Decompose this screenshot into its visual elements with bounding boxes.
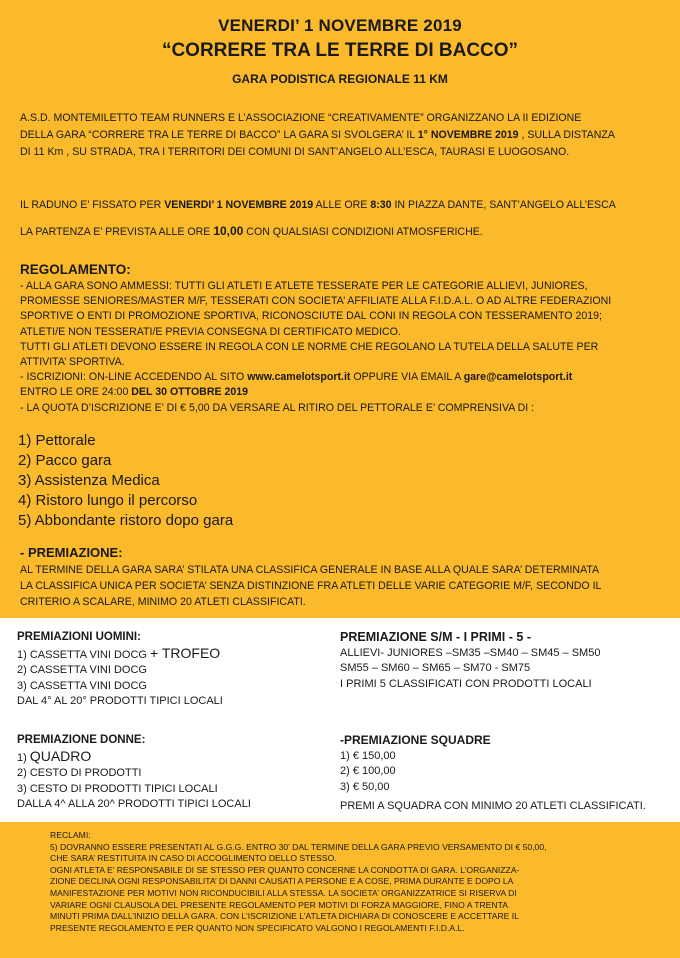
raduno-paragraph <box>20 192 668 245</box>
raduno-line <box>20 192 668 218</box>
premiazione-line: AL TERMINE DELLA GARA SARA’ STILATA UNA CLASSIFICA GENERALE IN BASE ALLA QUALE SARA’ DETERMINATA <box>20 564 600 576</box>
trofeo-text: + TROFEO <box>150 644 221 661</box>
intro-text: DELLA GARA “CORRERE TRA LE TERRE DI BACCO” LA GARA SI SVOLGERA’ IL <box>20 129 418 141</box>
uomini-title: PREMIAZIONI UOMINI: <box>17 631 141 643</box>
quota-line: - LA QUOTA D’ISCRIZIONE E’ DI € 5,00 DA VERSARE AL RITIRO DEL PETTORALE E’ COMPRENSIVA DI : <box>20 401 535 414</box>
premiazione-donne <box>17 733 251 813</box>
quadro-text: QUADRO <box>29 747 92 764</box>
donne-text: 1) <box>17 751 30 764</box>
reclami-line: MANIFESTAZIONE PER MOTIVI NON RICONDUCIBILI ALLA STESSA. LA SOCIETA’ ORGANIZZATRICE SI RISERVA DI <box>50 887 517 898</box>
reclami-title: RECLAMI: <box>50 830 91 840</box>
partenza-text: CON QUALSIASI CONDIZIONI ATMOSFERICHE. <box>243 226 483 238</box>
intro-date: 1° NOVEMBRE 2019 <box>417 129 519 141</box>
event-date: VENERDI’ 1 NOVEMBRE 2019 <box>218 16 462 35</box>
donne-line: 2) CESTO DI PRODOTTI <box>17 767 142 779</box>
squadre-line: 3) € 50,00 <box>340 780 390 793</box>
quota-list <box>18 431 233 531</box>
uomini-line <box>17 646 223 664</box>
reclami-line: MINUTI PRIMA DALL’INIZIO DELLA GARA. CON L’ISCRIZIONE L’ATLETA DICHIARA DI CONOSCERE E ACCETTARE IL <box>50 911 519 922</box>
iscrizioni-text: - ISCRIZIONI: ON-LINE ACCEDENDO AL SITO <box>20 371 248 384</box>
deadline-line <box>20 385 668 400</box>
donne-line <box>17 749 251 767</box>
deadline-date: DEL 30 OTTOBRE 2019 <box>131 386 249 399</box>
regolamento-section <box>20 261 668 416</box>
deadline-text: ENTRO LE ORE 24:00 <box>20 386 132 399</box>
sm-line: I PRIMI 5 CLASSIFICATI CON PRODOTTI LOCALI <box>340 677 592 690</box>
list-item: 4) Ristoro lungo il percorso <box>18 492 198 509</box>
email-link[interactable]: gare@camelotsport.it <box>463 371 573 384</box>
intro-line <box>20 127 668 144</box>
raduno-text: IN PIAZZA DANTE, SANT’ANGELO ALL’ESCA <box>391 199 616 211</box>
regolamento-line: ATTIVITA’ SPORTIVA. <box>20 356 125 369</box>
squadre-line: PREMI A SQUADRA CON MINIMO 20 ATLETI CLASSIFICATI. <box>340 800 646 812</box>
list-item: 1) Pettorale <box>18 432 96 449</box>
intro-line: DI 11 Km , SU STRADA, TRA I TERRITORI DEI COMUNI DI SANT’ANGELO ALL’ESCA, TAURASI E LUOGOSANO. <box>20 146 570 158</box>
squadre-line: 2) € 100,00 <box>340 765 396 777</box>
regolamento-line: - ALLA GARA SONO AMMESSI: TUTTI GLI ATLETI E ATLETE TESSERATE PER LE CATEGORIE ALLIEVI, JUNIORES, <box>20 280 588 292</box>
sm-line: ALLIEVI- JUNIORES –SM35 –SM40 – SM45 – SM50 <box>340 646 601 659</box>
premiazione-line: LA CLASSIFICA UNICA PER SOCIETA’ SENZA DISTINZIONE FRA ATLETI DELLE VARIE CATEGORIE M/F, SECONDO IL <box>20 580 602 592</box>
iscrizioni-text: OPPURE VIA EMAIL A <box>350 371 464 384</box>
regolamento-line: SPORTIVE O ENTI DI PROMOZIONE SPORTIVA, RICONOSCIUTE DAL CONI IN REGOLA CON TESSERAMENTO 2019; <box>20 310 602 323</box>
squadre-title: -PREMIAZIONE SQUADRE <box>340 733 491 747</box>
uomini-text: 1) CASSETTA VINI DOCG <box>17 648 151 661</box>
premiazione-section <box>20 544 668 610</box>
premiazione-title: - PREMIAZIONE: <box>20 545 123 560</box>
donne-line: 3) CESTO DI PRODOTTI TIPICI LOCALI <box>17 782 218 795</box>
premiazione-line: CRITERIO A SCALARE, MINIMO 20 ATLETI CLASSIFICATI. <box>20 596 306 608</box>
sm-line: SM55 – SM60 – SM65 – SM70 - SM75 <box>340 662 531 674</box>
raduno-date: VENERDI’ 1 NOVEMBRE 2019 <box>164 199 314 211</box>
squadre-line: 1) € 150,00 <box>340 749 396 762</box>
uomini-line: 3) CASSETTA VINI DOCG <box>17 679 147 692</box>
sm-title: PREMIAZIONE S/M - I PRIMI - 5 - <box>340 630 531 644</box>
uomini-line: DAL 4° AL 20° PRODOTTI TIPICI LOCALI <box>17 695 223 707</box>
regolamento-line: TUTTI GLI ATLETI DEVONO ESSERE IN REGOLA CON LE NORME CHE REGOLANO LA TUTELA DELLA SALUTE PER <box>20 340 599 353</box>
reclami-line: PRESENTE REGOLAMENTO E PER QUANTO NON SPECIFICATO VALGONO I REGOLAMENTI F.I.D.A.L. <box>50 922 465 933</box>
intro-paragraph <box>20 110 668 161</box>
reclami-line: 5) DOVRANNO ESSERE PRESENTATI AL G.G.G. ENTRO 30’ DAL TERMINE DELLA GARA PREVIO VERSAMENTO DI € 50,00, <box>50 841 547 852</box>
regolamento-title: REGOLAMENTO: <box>20 262 131 277</box>
regolamento-line: PROMESSE SENIORES/MASTER M/F, TESSERATI CON SOCIETA’ AFFILIATE ALLA F.I.D.A.L. O AD ALTRE FEDERAZIONI <box>20 295 612 308</box>
website-link[interactable]: www.camelotsport.it <box>247 371 351 384</box>
donne-line: DALLA 4^ ALLA 20^ PRODOTTI TIPICI LOCALI <box>17 798 251 810</box>
donne-title: PREMIAZIONE DONNE: <box>17 734 146 746</box>
uomini-line: 2) CASSETTA VINI DOCG <box>17 664 147 676</box>
list-item: 5) Abbondante ristoro dopo gara <box>18 512 234 529</box>
reclami-section <box>50 830 660 934</box>
list-item: 2) Pacco gara <box>18 452 112 469</box>
event-title: “CORRERE TRA LE TERRE DI BACCO” <box>161 40 519 61</box>
premiazione-sm <box>340 630 600 692</box>
intro-line: A.S.D. MONTEMILETTO TEAM RUNNERS E L’ASSOCIAZIONE “CREATIVAMENTE” ORGANIZZANO LA II EDIZIONE <box>20 112 582 124</box>
partenza-line <box>20 218 668 245</box>
partenza-text: LA PARTENZA E’ PREVISTA ALLE ORE <box>20 226 214 238</box>
reclami-line: ZIONE DECLINA OGNI RESPONSABILITA’ DI DANNI CAUSATI A PERSONE E A COSE, PRIMA DURANTE E DOPO LA <box>50 876 514 887</box>
list-item: 3) Assistenza Medica <box>18 472 160 489</box>
raduno-text: IL RADUNO E’ FISSATO PER <box>20 199 165 211</box>
intro-text: , SULLA DISTANZA <box>518 129 615 141</box>
premiazioni-uomini <box>17 630 223 710</box>
reclami-line: CHE SARA’ RESTITUITA IN CASO DI ACCOGLIMENTO DELLO STESSO. <box>50 853 337 864</box>
partenza-time: 10,00 <box>213 224 244 238</box>
regolamento-line: ATLETI/E NON TESSERATI/E PREVIA CONSEGNA DI CERTIFICATO MEDICO. <box>20 325 401 338</box>
iscrizioni-line <box>20 370 668 385</box>
premiazione-squadre <box>340 733 646 815</box>
reclami-line: OGNI ATLETA E’ RESPONSABILE DI SE STESSO PER QUANTO CONCERNE LA CONDOTTA DI GARA. L’ORGANIZZA- <box>50 864 520 875</box>
raduno-time: 8:30 <box>370 199 392 211</box>
raduno-text: ALLE ORE <box>313 199 371 211</box>
reclami-line: VARIARE OGNI CLAUSOLA DEL PRESENTE REGOLAMENTO PER MOTIVI DI FORZA MAGGIORE, FINO A TRENTA <box>50 899 508 910</box>
event-subtitle: GARA PODISTICA REGIONALE 11 KM <box>232 72 448 86</box>
